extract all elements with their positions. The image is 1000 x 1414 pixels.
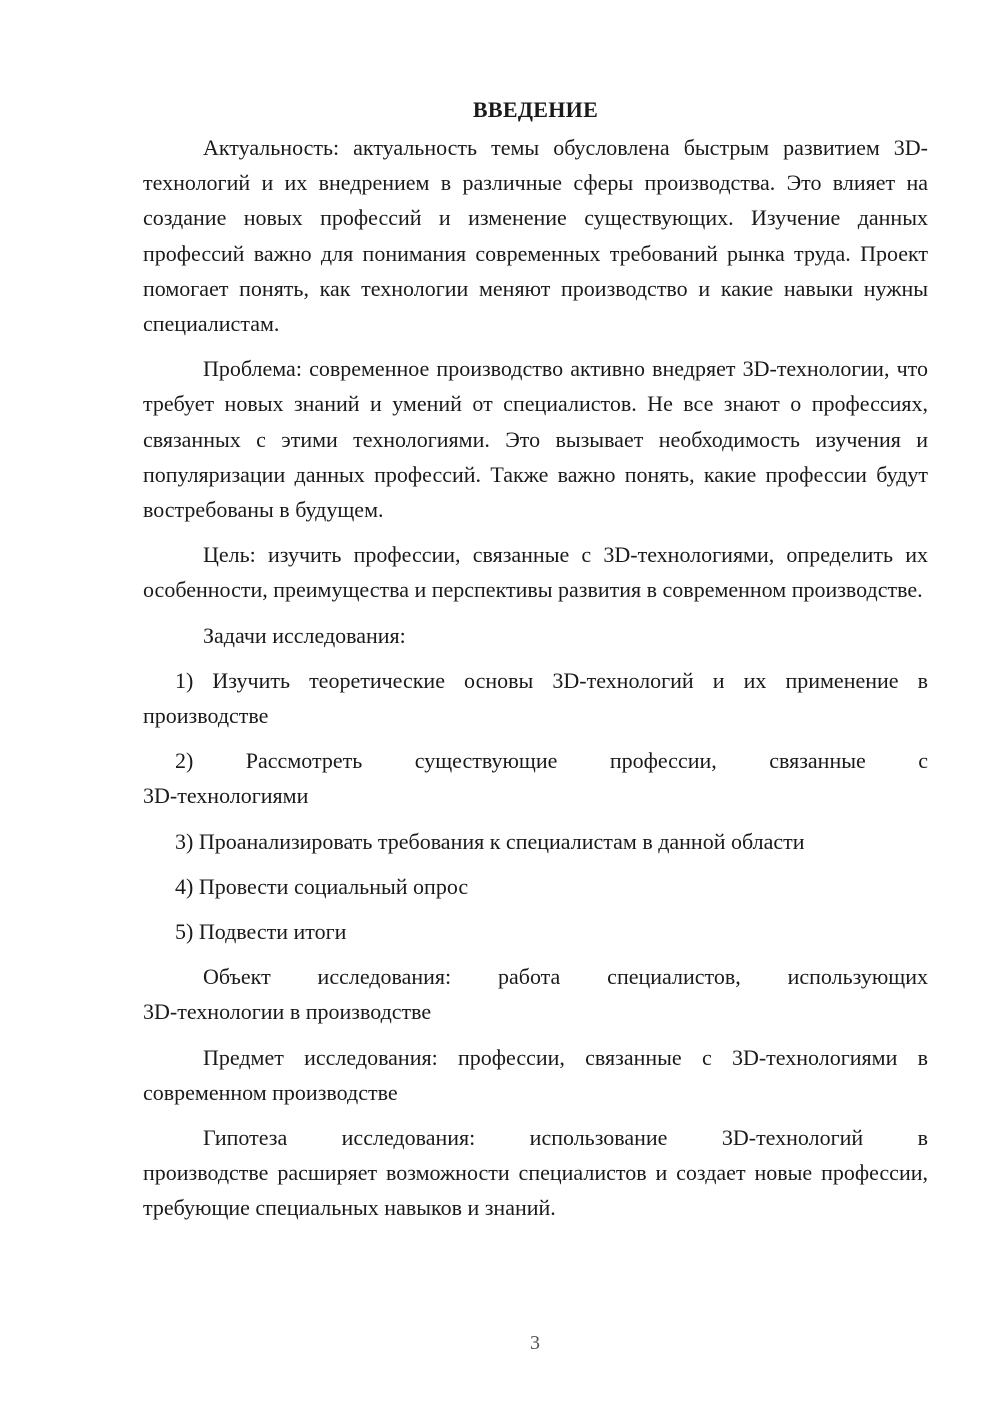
- document-page: [143, 92, 928, 1236]
- problem-paragraph: Проблема: современное производство активно внедряет 3D-технологии, что требует новых знаний и умений от специалистов. Не все знают о профессиях, связанных с этими технологиями. Это вызывает необходимость изучения и популяризации данных профессий. Также важно понять, какие профессии будут востребованы в будущем.: [143, 356, 928, 523]
- object-line2: 3D-технологии в производстве: [143, 999, 432, 1025]
- task-item-2: [143, 743, 928, 813]
- relevance-paragraph: Актуальность: актуальность темы обусловлена быстрым развитием 3D-технологий и их внедрением в различные сферы производства. Это влияет на создание новых профессий и изменение существующих. Изучение данных профессий важно для понимания современных требований рынка труда. Проект помогает понять, как технологии меняют производство и какие навыки нужны специалистам.: [143, 135, 928, 337]
- task-item-2-line2: 3D-технологиями: [143, 783, 309, 809]
- hypothesis-rest: производстве расширяет возможности специалистов и создает новые профессии, требующие специальных навыков и знаний.: [143, 1160, 928, 1221]
- page-number: 3: [530, 1332, 540, 1354]
- task-item-3: 3) Проанализировать требования к специалистам в данной области: [175, 828, 805, 854]
- goal-paragraph: Цель: изучить профессии, связанные с 3D-технологиями, определить их особенности, преимущества и перспективы развития в современном производстве.: [143, 542, 928, 603]
- task-item-2-line1: 2) Рассмотреть существующие профессии, связанные с: [175, 748, 928, 774]
- task-item-1: 1) Изучить теоретические основы 3D-технологий и их применение в производстве: [143, 667, 928, 729]
- subject-paragraph: Предмет исследования: профессии, связанные с 3D-технологиями в современном производстве: [143, 1044, 928, 1105]
- task-item-4: 4) Провести социальный опрос: [175, 873, 469, 899]
- task-item-5: 5) Подвести итоги: [175, 919, 347, 945]
- object-line1: Объект исследования: работа специалистов, использующих: [203, 964, 928, 990]
- section-title: ВВЕДЕНИЕ: [472, 97, 599, 122]
- tasks-heading: Задачи исследования:: [203, 622, 406, 648]
- hypothesis-paragraph: [143, 1120, 928, 1155]
- object-paragraph: [143, 959, 928, 994]
- hypothesis-line1: Гипотеза исследования: использование 3D-технологий в: [203, 1125, 928, 1151]
